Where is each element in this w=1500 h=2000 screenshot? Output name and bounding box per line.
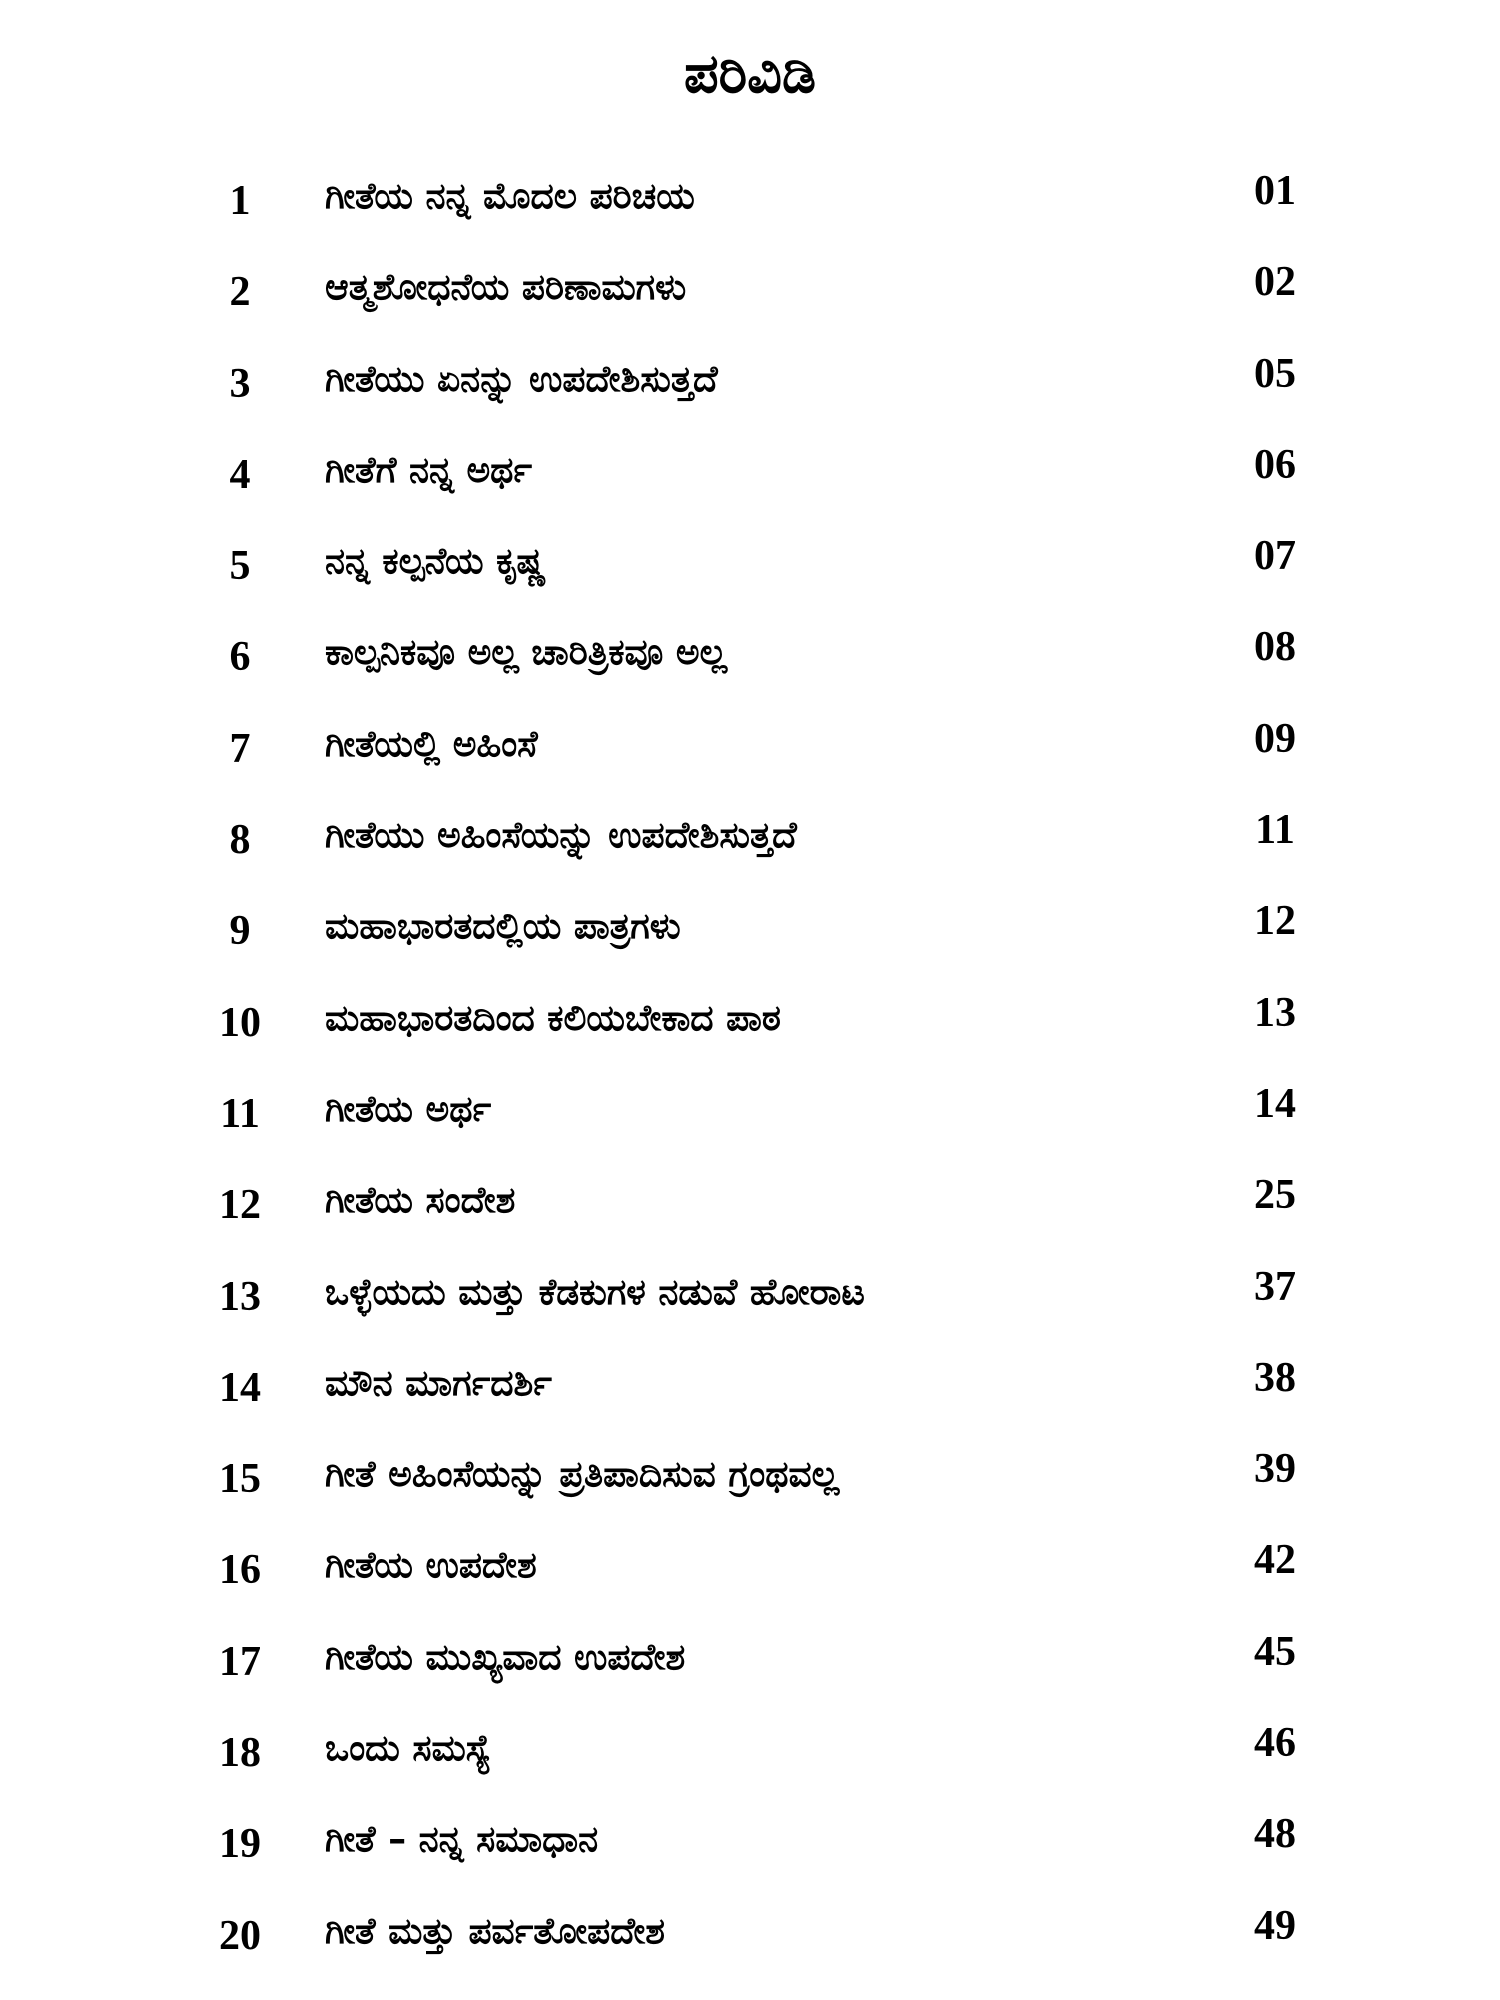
entry-title: ಗೀತೆಯು ಅಹಿಂಸೆಯನ್ನು ಉಪದೇಶಿಸುತ್ತದೆ: [325, 815, 797, 857]
entry-number: 18: [219, 1730, 261, 1777]
toc-entry: [0, 1898, 1500, 1989]
entry-number: 20: [219, 1912, 261, 1959]
toc-entry: [0, 1167, 1500, 1258]
toc-entry: [0, 1441, 1500, 1532]
entry-number: 14: [219, 1364, 261, 1411]
entry-number: 17: [219, 1638, 261, 1685]
entry-page-number: 46: [1254, 1720, 1296, 1767]
entry-title: ಮಹಾಭಾರತದಿಂದ ಕಲಿಯಬೇಕಾದ ಪಾಠ: [325, 997, 781, 1039]
toc-entry: [0, 1715, 1500, 1806]
toc-entry: [0, 985, 1500, 1076]
entry-page-number: 06: [1254, 441, 1296, 488]
entry-page-number: 01: [1254, 168, 1296, 214]
toc-entry: [0, 528, 1500, 619]
entry-page-number: 39: [1254, 1446, 1296, 1493]
entry-title: ಗೀತೆಯ ಅರ್ಥ: [325, 1088, 492, 1130]
entry-number: 9: [229, 908, 251, 955]
entry-title: ನನ್ನ ಕಲ್ಪನೆಯ ಕೃಷ್ಣ: [325, 541, 547, 583]
entry-page-number: 42: [1254, 1537, 1296, 1584]
entry-title: ಗೀತೆ ಅಹಿಂಸೆಯನ್ನು ಪ್ರತಿಪಾದಿಸುವ ಗ್ರಂಥವಲ್ಲ: [325, 1454, 840, 1496]
entry-title: ಆತ್ಮಶೋಧನೆಯ ಪರಿಣಾಮಗಳು: [325, 267, 687, 309]
toc-entry: [0, 1624, 1500, 1715]
toc-entry: [0, 619, 1500, 710]
entry-title: ಮೌನ ಮಾರ್ಗದರ್ಶಿ: [325, 1362, 552, 1404]
entry-number: 12: [219, 1182, 261, 1229]
entry-page-number: 14: [1254, 1080, 1296, 1127]
toc-entry: [0, 254, 1500, 345]
toc-entry: [0, 437, 1500, 528]
entry-title: ಒಂದು ಸಮಸ್ಯೆ: [325, 1728, 492, 1770]
toc-entry: [0, 893, 1500, 984]
entry-number: 8: [229, 817, 251, 864]
entry-title: ಗೀತೆಗೆ ನನ್ನ ಅರ್ಥ: [325, 449, 533, 491]
entry-number: 10: [219, 999, 261, 1046]
toc-entry: [0, 802, 1500, 893]
entry-page-number: 37: [1254, 1263, 1296, 1310]
entry-title: ಗೀತೆಯ ಉಪದೇಶ: [325, 1545, 537, 1587]
entry-title: ಗೀತೆಯ ಮುಖ್ಯವಾದ ಉಪದೇಶ: [325, 1636, 686, 1678]
entry-title: ಒಳ್ಳೆಯದು ಮತ್ತು ಕೆಡಕುಗಳ ನಡುವೆ ಹೋರಾಟ: [325, 1271, 865, 1313]
entry-title: ಗೀತೆಯು ಏನನ್ನು ಉಪದೇಶಿಸುತ್ತದೆ: [325, 358, 718, 400]
entry-number: 3: [229, 360, 251, 407]
entry-page-number: 08: [1254, 624, 1296, 671]
entry-page-number: 49: [1254, 1902, 1296, 1949]
entry-number: 11: [220, 1090, 260, 1137]
entry-page-number: 13: [1254, 989, 1296, 1036]
entry-page-number: 11: [1255, 807, 1295, 854]
entry-number: 2: [229, 269, 251, 316]
entry-title: ಗೀತೆಯಲ್ಲಿ ಅಹಿಂಸೆ: [325, 723, 538, 765]
entry-page-number: 02: [1254, 259, 1296, 306]
entry-number: 1: [229, 178, 251, 224]
entry-page-number: 48: [1254, 1811, 1296, 1858]
entry-number: 19: [219, 1821, 261, 1868]
entry-number: 16: [219, 1547, 261, 1594]
toc-entry: [0, 1532, 1500, 1623]
entry-number: 5: [229, 543, 251, 590]
entry-title: ಗೀತೆ ಮತ್ತು ಪರ್ವತೋಪದೇಶ: [325, 1910, 666, 1952]
entry-title: ಮಹಾಭಾರತದಲ್ಲಿಯ ಪಾತ್ರಗಳು: [325, 906, 681, 948]
entry-number: 15: [219, 1456, 261, 1503]
toc-entry: [0, 1806, 1500, 1897]
page-title: ಪರಿವಿಡಿ: [684, 42, 816, 105]
entry-number: 6: [229, 634, 251, 681]
entry-page-number: 09: [1254, 715, 1296, 762]
entry-page-number: 38: [1254, 1354, 1296, 1401]
entry-page-number: 45: [1254, 1628, 1296, 1675]
entry-page-number: 25: [1254, 1172, 1296, 1219]
entry-page-number: 05: [1254, 350, 1296, 397]
entry-page-number: 12: [1254, 898, 1296, 945]
entry-title: ಕಾಲ್ಪನಿಕವೂ ಅಲ್ಲ ಚಾರಿತ್ರಿಕವೂ ಅಲ್ಲ: [325, 632, 728, 674]
toc-entry: [0, 346, 1500, 437]
entry-number: 13: [219, 1273, 261, 1320]
toc-entry: [0, 711, 1500, 802]
entry-page-number: 07: [1254, 533, 1296, 580]
toc-entry: [0, 1259, 1500, 1350]
toc-entry: [0, 1076, 1500, 1167]
toc-entry: [0, 163, 1500, 254]
entry-title: ಗೀತೆಯ ಸಂದೇಶ: [325, 1180, 516, 1222]
entry-number: 4: [229, 451, 251, 498]
entry-number: 7: [229, 725, 251, 772]
table-of-contents: [0, 163, 1500, 1989]
entry-title: ಗೀತೆ – ನನ್ನ ಸಮಾಧಾನ: [325, 1819, 599, 1861]
toc-entry: [0, 1350, 1500, 1441]
entry-title: ಗೀತೆಯ ನನ್ನ ಮೊದಲ ಪರಿಚಯ: [325, 176, 695, 217]
